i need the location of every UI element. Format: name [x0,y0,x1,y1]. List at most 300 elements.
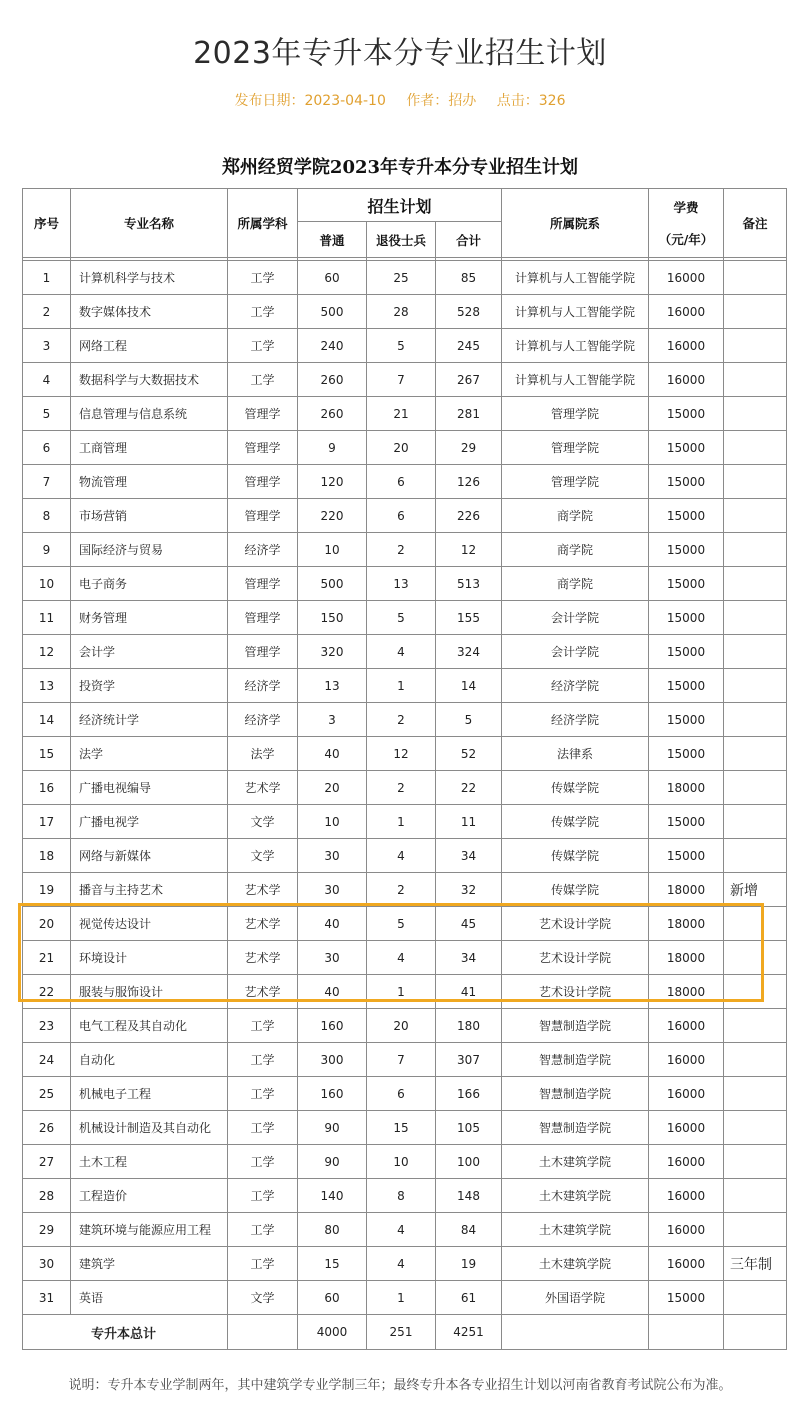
row-regular: 3 [298,703,367,737]
publish-label: 发布日期： [234,93,305,109]
table-row [23,805,787,839]
row-index: 18 [23,839,71,873]
row-school: 管理学院 [502,465,649,499]
row-regular: 260 [298,363,367,397]
table-row [23,499,787,533]
row-remark [724,1281,787,1315]
row-remark [724,1111,787,1145]
row-veteran: 28 [367,295,436,329]
row-school: 法律系 [502,737,649,771]
table-row [23,601,787,635]
row-discipline: 艺术学 [228,771,298,805]
row-regular: 320 [298,635,367,669]
row-regular: 160 [298,1077,367,1111]
row-discipline: 管理学 [228,499,298,533]
row-fee: 16000 [649,1247,724,1281]
row-subtotal: 22 [436,771,502,805]
row-major: 数据科学与大数据技术 [71,363,228,397]
row-fee: 15000 [649,533,724,567]
row-subtotal: 528 [436,295,502,329]
total-school-empty [502,1315,649,1350]
row-fee: 16000 [649,1077,724,1111]
row-index: 31 [23,1281,71,1315]
row-fee: 15000 [649,567,724,601]
header-fee [649,189,724,258]
row-discipline: 文学 [228,1281,298,1315]
table-row [23,873,787,907]
row-school: 艺术设计学院 [502,907,649,941]
row-subtotal: 29 [436,431,502,465]
row-subtotal: 324 [436,635,502,669]
row-major: 服装与服饰设计 [71,975,228,1009]
row-veteran: 1 [367,975,436,1009]
row-discipline: 管理学 [228,465,298,499]
row-major: 网络与新媒体 [71,839,228,873]
author-label: 作者： [406,93,449,109]
row-index: 9 [23,533,71,567]
row-fee: 15000 [649,703,724,737]
table-row [23,1043,787,1077]
row-index: 13 [23,669,71,703]
row-school: 计算机与人工智能学院 [502,363,649,397]
row-subtotal: 155 [436,601,502,635]
row-index: 4 [23,363,71,397]
footnote: 说明：专升本专业学制两年，其中建筑学专业学制三年；最终专升本各专业招生计划以河南省教育考试院公布为准。 [68,1378,732,1393]
row-school: 商学院 [502,533,649,567]
row-veteran: 8 [367,1179,436,1213]
table-row [23,397,787,431]
row-subtotal: 84 [436,1213,502,1247]
table-row [23,1247,787,1281]
row-major: 市场营销 [71,499,228,533]
total-discipline-empty [228,1315,298,1350]
row-remark [724,363,787,397]
row-remark [724,669,787,703]
table-body [23,258,787,1350]
row-regular: 90 [298,1111,367,1145]
header-major: 专业名称 [71,189,228,258]
table-row [23,1281,787,1315]
row-subtotal: 180 [436,1009,502,1043]
table-row [23,363,787,397]
row-discipline: 管理学 [228,601,298,635]
row-major: 英语 [71,1281,228,1315]
row-discipline: 工学 [228,329,298,363]
publish-value: 2023-04-10 [304,93,386,109]
row-index: 11 [23,601,71,635]
row-remark: 三年制 [724,1247,787,1281]
row-fee: 18000 [649,941,724,975]
row-school: 经济学院 [502,669,649,703]
table-row [23,1009,787,1043]
row-discipline: 法学 [228,737,298,771]
row-remark [724,567,787,601]
row-veteran: 12 [367,737,436,771]
row-discipline: 工学 [228,1043,298,1077]
table-row [23,431,787,465]
row-subtotal: 19 [436,1247,502,1281]
row-major: 物流管理 [71,465,228,499]
row-fee: 15000 [649,601,724,635]
row-remark [724,533,787,567]
row-veteran: 21 [367,397,436,431]
total-regular: 4000 [298,1315,367,1350]
row-school: 传媒学院 [502,839,649,873]
row-remark [724,941,787,975]
row-discipline: 工学 [228,1111,298,1145]
row-index: 21 [23,941,71,975]
row-regular: 40 [298,737,367,771]
row-remark [724,499,787,533]
row-regular: 80 [298,1213,367,1247]
row-fee: 15000 [649,839,724,873]
row-school: 外国语学院 [502,1281,649,1315]
row-discipline: 管理学 [228,567,298,601]
row-fee: 15000 [649,1281,724,1315]
row-major: 工商管理 [71,431,228,465]
row-regular: 10 [298,533,367,567]
row-discipline: 工学 [228,295,298,329]
row-school: 艺术设计学院 [502,975,649,1009]
row-veteran: 7 [367,363,436,397]
row-veteran: 20 [367,1009,436,1043]
row-discipline: 工学 [228,1077,298,1111]
row-index: 10 [23,567,71,601]
row-index: 3 [23,329,71,363]
row-school: 计算机与人工智能学院 [502,261,649,295]
row-veteran: 2 [367,771,436,805]
table-row [23,465,787,499]
row-remark [724,635,787,669]
row-regular: 60 [298,1281,367,1315]
row-fee: 15000 [649,397,724,431]
row-veteran: 25 [367,261,436,295]
row-veteran: 1 [367,669,436,703]
row-regular: 240 [298,329,367,363]
row-regular: 13 [298,669,367,703]
row-remark [724,805,787,839]
row-subtotal: 126 [436,465,502,499]
row-school: 智慧制造学院 [502,1077,649,1111]
row-fee: 18000 [649,975,724,1009]
row-veteran: 6 [367,499,436,533]
table-row [23,261,787,295]
row-regular: 60 [298,261,367,295]
row-fee: 15000 [649,635,724,669]
row-regular: 10 [298,805,367,839]
row-fee: 15000 [649,499,724,533]
total-sum: 4251 [436,1315,502,1350]
row-remark [724,907,787,941]
row-veteran: 7 [367,1043,436,1077]
header-school: 所属院系 [502,189,649,258]
row-major: 电气工程及其自动化 [71,1009,228,1043]
row-remark [724,329,787,363]
row-school: 计算机与人工智能学院 [502,329,649,363]
row-major: 法学 [71,737,228,771]
row-school: 智慧制造学院 [502,1009,649,1043]
row-regular: 20 [298,771,367,805]
row-veteran: 4 [367,1213,436,1247]
row-subtotal: 166 [436,1077,502,1111]
header-discipline: 所属学科 [228,189,298,258]
row-discipline: 艺术学 [228,941,298,975]
row-discipline: 管理学 [228,397,298,431]
row-index: 5 [23,397,71,431]
table-row [23,1077,787,1111]
row-discipline: 管理学 [228,431,298,465]
row-school: 管理学院 [502,397,649,431]
row-remark [724,1179,787,1213]
row-discipline: 工学 [228,1213,298,1247]
row-discipline: 经济学 [228,703,298,737]
row-veteran: 10 [367,1145,436,1179]
row-discipline: 经济学 [228,669,298,703]
header-fee-line2: （元/年） [658,232,714,247]
row-school: 经济学院 [502,703,649,737]
row-fee: 18000 [649,907,724,941]
row-major: 视觉传达设计 [71,907,228,941]
table-row [23,737,787,771]
row-regular: 160 [298,1009,367,1043]
table-row [23,295,787,329]
row-regular: 150 [298,601,367,635]
row-veteran: 2 [367,873,436,907]
row-veteran: 5 [367,907,436,941]
row-fee: 16000 [649,1043,724,1077]
row-major: 广播电视学 [71,805,228,839]
header-index: 序号 [23,189,71,258]
total-fee-empty [649,1315,724,1350]
row-major: 数字媒体技术 [71,295,228,329]
row-school: 计算机与人工智能学院 [502,295,649,329]
row-school: 智慧制造学院 [502,1043,649,1077]
row-fee: 15000 [649,669,724,703]
row-subtotal: 281 [436,397,502,431]
row-school: 土木建筑学院 [502,1145,649,1179]
row-discipline: 艺术学 [228,907,298,941]
row-veteran: 6 [367,465,436,499]
row-major: 自动化 [71,1043,228,1077]
row-remark [724,839,787,873]
row-index: 15 [23,737,71,771]
row-fee: 15000 [649,737,724,771]
row-school: 商学院 [502,499,649,533]
row-regular: 9 [298,431,367,465]
row-school: 商学院 [502,567,649,601]
row-major: 信息管理与信息系统 [71,397,228,431]
row-subtotal: 513 [436,567,502,601]
views-value: 326 [538,93,566,109]
row-fee: 18000 [649,873,724,907]
row-subtotal: 307 [436,1043,502,1077]
row-remark [724,397,787,431]
table-row [23,533,787,567]
row-fee: 16000 [649,1111,724,1145]
row-index: 8 [23,499,71,533]
row-index: 27 [23,1145,71,1179]
row-discipline: 艺术学 [228,873,298,907]
row-subtotal: 52 [436,737,502,771]
row-school: 土木建筑学院 [502,1213,649,1247]
table-row [23,1111,787,1145]
row-index: 12 [23,635,71,669]
article-meta [0,90,800,110]
views-label: 点击： [496,93,539,109]
row-regular: 40 [298,907,367,941]
table-row [23,669,787,703]
row-index: 7 [23,465,71,499]
row-index: 29 [23,1213,71,1247]
row-subtotal: 267 [436,363,502,397]
view-count [497,93,566,109]
header-subtotal: 合计 [436,222,502,258]
row-regular: 40 [298,975,367,1009]
row-fee: 16000 [649,295,724,329]
row-veteran: 2 [367,533,436,567]
row-index: 30 [23,1247,71,1281]
row-index: 17 [23,805,71,839]
table-row [23,1145,787,1179]
row-major: 国际经济与贸易 [71,533,228,567]
row-remark [724,703,787,737]
row-subtotal: 105 [436,1111,502,1145]
row-discipline: 工学 [228,1145,298,1179]
total-row [23,1315,787,1350]
row-veteran: 5 [367,601,436,635]
row-major: 机械电子工程 [71,1077,228,1111]
row-school: 传媒学院 [502,771,649,805]
row-major: 建筑学 [71,1247,228,1281]
total-remark-empty [724,1315,787,1350]
row-school: 管理学院 [502,431,649,465]
row-subtotal: 148 [436,1179,502,1213]
row-school: 土木建筑学院 [502,1247,649,1281]
row-remark [724,975,787,1009]
row-index: 6 [23,431,71,465]
row-major: 电子商务 [71,567,228,601]
row-remark [724,1043,787,1077]
row-remark [724,1077,787,1111]
row-index: 1 [23,261,71,295]
row-discipline: 经济学 [228,533,298,567]
row-major: 播音与主持艺术 [71,873,228,907]
table-row [23,839,787,873]
row-subtotal: 45 [436,907,502,941]
table-row [23,771,787,805]
row-major: 投资学 [71,669,228,703]
table-row [23,941,787,975]
row-school: 会计学院 [502,601,649,635]
row-major: 网络工程 [71,329,228,363]
row-subtotal: 32 [436,873,502,907]
row-veteran: 4 [367,635,436,669]
row-veteran: 4 [367,1247,436,1281]
page-title: 2023年专升本分专业招生计划 [193,36,607,71]
row-regular: 30 [298,839,367,873]
table-row [23,1213,787,1247]
row-regular: 260 [298,397,367,431]
row-remark [724,465,787,499]
row-school: 艺术设计学院 [502,941,649,975]
row-index: 19 [23,873,71,907]
row-fee: 15000 [649,465,724,499]
row-remark [724,295,787,329]
row-veteran: 1 [367,805,436,839]
row-regular: 30 [298,941,367,975]
table-row [23,635,787,669]
row-regular: 120 [298,465,367,499]
row-subtotal: 34 [436,941,502,975]
row-veteran: 15 [367,1111,436,1145]
row-regular: 300 [298,1043,367,1077]
row-major: 土木工程 [71,1145,228,1179]
row-discipline: 文学 [228,839,298,873]
row-subtotal: 14 [436,669,502,703]
publish-date [234,93,385,109]
table-caption: 郑州经贸学院2023年专升本分专业招生计划 [221,157,579,178]
row-subtotal: 85 [436,261,502,295]
row-major: 广播电视编导 [71,771,228,805]
row-subtotal: 12 [436,533,502,567]
header-plan-group: 招生计划 [298,189,502,222]
header-fee-line1: 学费 [673,200,699,215]
row-remark [724,601,787,635]
row-veteran: 4 [367,941,436,975]
row-fee: 16000 [649,1179,724,1213]
row-remark [724,771,787,805]
row-discipline: 工学 [228,261,298,295]
row-subtotal: 226 [436,499,502,533]
row-subtotal: 61 [436,1281,502,1315]
row-fee: 16000 [649,329,724,363]
row-fee: 16000 [649,363,724,397]
table-row [23,975,787,1009]
row-fee: 15000 [649,431,724,465]
row-subtotal: 11 [436,805,502,839]
row-remark [724,261,787,295]
row-remark [724,1213,787,1247]
row-fee: 15000 [649,805,724,839]
table-row [23,703,787,737]
row-school: 传媒学院 [502,805,649,839]
row-major: 计算机科学与技术 [71,261,228,295]
row-index: 28 [23,1179,71,1213]
header-remark: 备注 [724,189,787,258]
row-remark: 新增 [724,873,787,907]
table-row [23,907,787,941]
author-value: 招办 [448,93,477,109]
row-regular: 500 [298,567,367,601]
row-index: 16 [23,771,71,805]
row-school: 会计学院 [502,635,649,669]
row-subtotal: 245 [436,329,502,363]
row-index: 20 [23,907,71,941]
row-discipline: 工学 [228,363,298,397]
row-remark [724,1009,787,1043]
enrollment-plan-table [22,188,787,1350]
row-discipline: 工学 [228,1179,298,1213]
header-veteran: 退役士兵 [367,222,436,258]
row-regular: 90 [298,1145,367,1179]
row-subtotal: 41 [436,975,502,1009]
row-major: 工程造价 [71,1179,228,1213]
row-index: 23 [23,1009,71,1043]
table-row [23,1179,787,1213]
row-discipline: 工学 [228,1009,298,1043]
row-major: 经济统计学 [71,703,228,737]
row-regular: 220 [298,499,367,533]
